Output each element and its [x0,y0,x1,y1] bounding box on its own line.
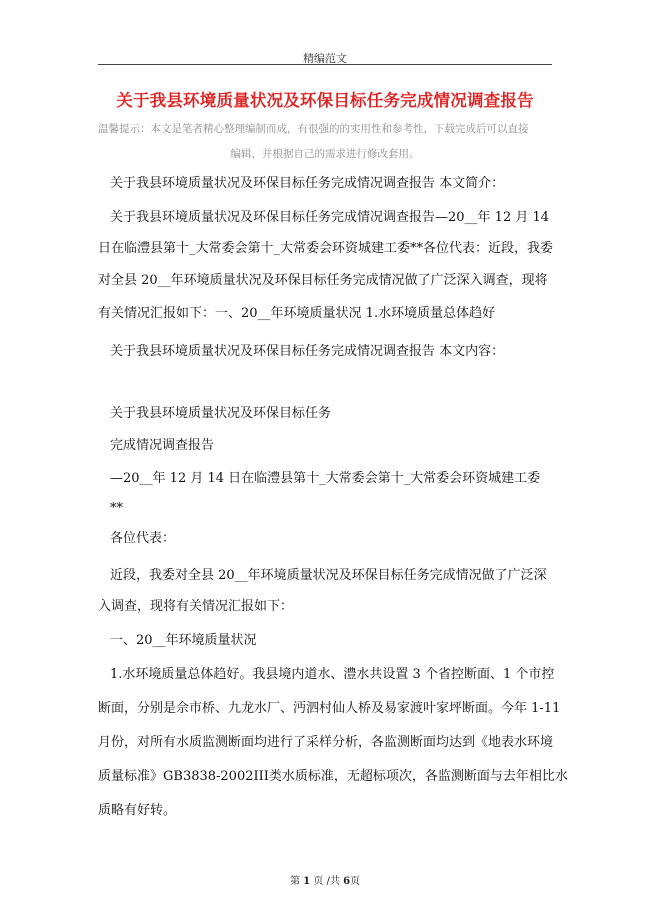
tip-line-2: 编辑，并根据自己的需求进行修改套用。 [230,148,420,160]
paragraph-line: 断面，分别是佘市桥、九龙水厂、沔泗村仙人桥及易家渡叶家坪断面。今年 1-11 [98,701,561,716]
greeting: 各位代表： [110,531,176,546]
document-title: 关于我县环境质量状况及环保目标任务完成情况调查报告 [116,91,534,110]
body-title-line-2: 完成情况调查报告 [110,438,215,453]
intro-line: 对全县 20__年环境质量状况及环保目标任务完成情况做了广泛深入调查，现将 [98,273,548,288]
stars-line: ** [110,501,123,516]
header-divider [98,64,552,65]
intro-line: 日在临澧县第十_大常委会第十_大常委会环资城建工委**各位代表：近段，我委 [98,241,554,256]
paragraph-line: 入调查，现将有关情况汇报如下： [98,599,294,614]
page-footer [0,872,650,887]
paragraph-line: 月份，对所有水质监测断面均进行了采样分析，各监测断面均达到《地表水环境 [98,735,554,750]
paragraph-line: 质略有好转。 [98,803,177,818]
footer-middle: 页 /共 [313,876,340,887]
footer-prefix: 第 [289,876,300,887]
footer-page-number: 1 [303,876,311,887]
page-header-label: 精编范文 [303,52,347,65]
section-heading: 一、20__年环境质量状况 [110,633,257,648]
tip-line-1: 温馨提示：本文是笔者精心整理编制而成，有很强的的实用性和参考性，下载完成后可以直接 [98,123,529,135]
body-title-line-1: 关于我县环境质量状况及环保目标任务 [110,406,332,421]
intro-line: 关于我县环境质量状况及环保目标任务完成情况调查报告—20__年 12 月 14 [110,210,550,225]
meeting-line: —20__年 12 月 14 日在临澧县第十_大常委会第十_大常委会环资城建工委 [110,471,541,486]
content-heading: 关于我县环境质量状况及环保目标任务完成情况调查报告 本文内容： [110,344,505,359]
intro-heading: 关于我县环境质量状况及环保目标任务完成情况调查报告 本文简介： [110,176,505,191]
paragraph-line: 1.水环境质量总体趋好。我县境内道水、澧水共设置 3 个省控断面、1 个市控 [110,667,555,682]
paragraph-line: 近段，我委对全县 20__年环境质量状况及环保目标任务完成情况做了广泛深 [110,568,547,583]
footer-suffix: 页 [350,876,361,887]
intro-line: 有关情况汇报如下：一、20__年环境质量状况 1.水环境质量总体趋好 [98,306,496,321]
paragraph-line: 质量标准》GB3838-2002III类水质标准，无超标项次，各监测断面与去年相比水 [98,769,568,784]
footer-total-pages: 6 [343,876,351,887]
